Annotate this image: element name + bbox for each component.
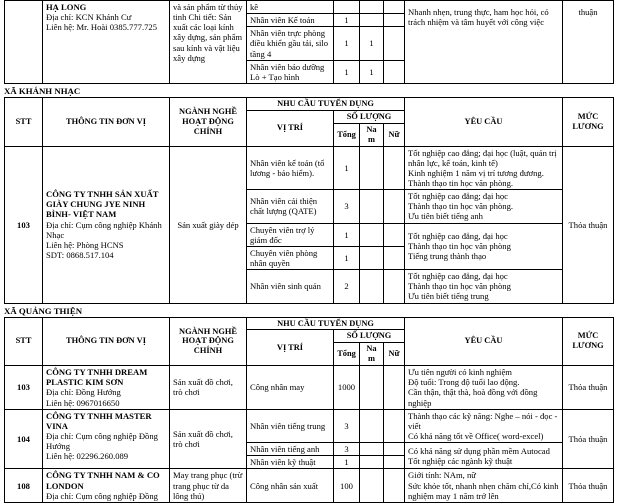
requirement-line: Có khả năng sử dụng phần mềm Autocad <box>408 445 550 456</box>
top-table <box>4 0 614 84</box>
qty-total: 1 <box>334 246 360 269</box>
company-phone: SDT: 0868.517.104 <box>46 249 114 260</box>
col-male: Nam <box>360 123 384 146</box>
company-contact: Liên hệ: Phòng HCNS <box>46 239 124 250</box>
requirement-line: Tốt nghiệp cao đẳng; đại học <box>408 191 508 202</box>
col-stt: STT <box>5 97 43 146</box>
stt-cell <box>5 1 43 84</box>
company-cell <box>43 409 170 469</box>
qty-total <box>334 1 360 14</box>
qty-male: 1 <box>360 27 384 60</box>
col-quantity: SỐ LƯỢNG <box>334 330 405 343</box>
qty-female <box>384 14 405 27</box>
position-cell: Chuyên viên phòng nhân quyền <box>247 246 334 269</box>
qty-male <box>360 409 384 442</box>
salary-cell: Thỏa thuận <box>563 366 614 410</box>
company-contact: Liên hệ: Mr. Hoài 0385.777.725 <box>46 22 157 33</box>
col-female: Nữ <box>384 343 405 366</box>
company-cell <box>43 146 170 303</box>
qty-total: 1 <box>334 60 360 83</box>
requirement-line: Tốt nghiệp cao đẳng; đại học (luật, quản trị nhân lực, kế toán, kinh tế) <box>408 147 557 168</box>
col-quantity: SỐ LƯỢNG <box>334 110 405 123</box>
stt-cell: 104 <box>5 409 43 469</box>
requirement-line: Độ tuổi: Trong độ tuổi lao động. <box>408 377 520 388</box>
position-cell: Nhân viên kế toán (tổ lương - bảo hiểm). <box>247 146 334 190</box>
col-info: THÔNG TIN ĐƠN VỊ <box>43 317 170 366</box>
company-address: Địa chỉ: Cụm công nghiệp Đồng <box>46 490 158 501</box>
company-address: Địa chỉ: Đồng Hướng <box>46 387 121 398</box>
company-address: Địa chỉ: KCN Khánh Cư <box>46 12 132 23</box>
table-row <box>5 366 614 410</box>
qty-total: 1 <box>334 146 360 190</box>
requirement-line: Có khả năng tốt về Office( word-excel) <box>408 431 544 442</box>
position-cell: Công nhân sản xuất <box>247 469 334 502</box>
requirement-cell <box>405 366 563 410</box>
qty-male <box>360 443 384 456</box>
position-cell: Nhân viên trực phòng điều khiển gầu tải, silo tầng 4 <box>247 27 334 60</box>
industry-cell: Sản xuất đồ chơi, trò chơi <box>170 409 247 469</box>
company-name: CÔNG TY TNHH DREAM PLASTIC KIM SƠN <box>46 367 148 388</box>
requirement-cell <box>405 409 563 442</box>
col-requirement: YÊU CẦU <box>405 317 563 366</box>
col-total: Tổng <box>334 343 360 366</box>
qty-total: 1 <box>334 27 360 60</box>
requirement-line: Thành thạo các kỹ năng: Nghe – nói - đọc - viết <box>408 410 558 431</box>
requirement-line: Sức khỏe tốt, nhanh nhẹn chăm chỉ,Có kinh nghiệm may 1 năm trở lên <box>408 480 559 501</box>
section-title: XÃ QUẢNG THIỆN <box>4 305 83 316</box>
requirement-line: Tốt nghiệp cao đẳng, đại học <box>408 231 508 242</box>
qty-total: 100 <box>334 469 360 502</box>
stt-cell: 103 <box>5 366 43 410</box>
company-cell <box>43 1 170 84</box>
position-cell: Chuyên viên trợ lý giám đốc <box>247 223 334 246</box>
qty-total: 2 <box>334 270 360 303</box>
qty-female <box>384 146 405 190</box>
qty-total: 3 <box>334 409 360 442</box>
col-industry: NGÀNH NGHỀ HOẠT ĐỘNG CHÍNH <box>170 317 247 366</box>
qty-female <box>384 246 405 269</box>
col-requirement: YÊU CẦU <box>405 97 563 146</box>
qty-total: 1 <box>334 456 360 469</box>
stt-cell: 103 <box>5 146 43 303</box>
qty-female <box>384 409 405 442</box>
company-cell <box>43 469 170 502</box>
col-demand: NHU CẦU TUYỂN DỤNG <box>247 97 405 110</box>
qty-female <box>384 456 405 469</box>
position-cell: Nhân viên bảo dưỡng Lò + Tạo hình <box>247 60 334 83</box>
qty-female <box>384 469 405 502</box>
company-name: CÔNG TY TNHH MASTER VINA <box>46 410 152 431</box>
requirement-line: Tốt nghiệp các ngành kỹ thuật <box>408 455 513 466</box>
section-table <box>4 97 614 304</box>
qty-female <box>384 27 405 60</box>
company-name: CÔNG TY TNHH NAM & CO LONDON <box>46 470 160 491</box>
col-total: Tổng <box>334 123 360 146</box>
requirement-cell <box>405 469 563 502</box>
qty-male <box>360 366 384 410</box>
position-cell: Nhân viên Kế toán <box>247 14 334 27</box>
qty-female <box>384 60 405 83</box>
salary-cell: Thỏa thuận <box>563 409 614 469</box>
position-cell: Nhân viên cải thiện chất lượng (QATE) <box>247 190 334 223</box>
qty-male <box>360 14 384 27</box>
section-table <box>4 317 614 503</box>
qty-female <box>384 366 405 410</box>
company-cell <box>43 366 170 410</box>
qty-female <box>384 1 405 14</box>
qty-male <box>360 223 384 246</box>
requirement-cell <box>405 443 563 469</box>
requirement-line: Ưu tiên biết tiếng anh <box>408 211 483 222</box>
requirement-line: Ưu tiên người có kinh nghiệm <box>408 367 512 378</box>
table-row <box>5 1 614 14</box>
company-address: Địa chỉ: Cụm công nghiệp Đồng Hướng <box>46 431 158 452</box>
position-cell: Công nhân may <box>247 366 334 410</box>
col-position: VỊ TRÍ <box>247 330 334 366</box>
col-demand: NHU CẦU TUYỂN DỤNG <box>247 317 405 330</box>
position-cell: Nhân viên sinh quản <box>247 270 334 303</box>
col-industry: NGÀNH NGHỀ HOẠT ĐỘNG CHÍNH <box>170 97 247 146</box>
requirement-line: Thành thạo tin học văn phòng <box>408 241 511 252</box>
requirement-cell <box>405 146 563 190</box>
col-female: Nữ <box>384 123 405 146</box>
industry-cell: và sản phẩm từ thủy tinh Chi tiết: Sản xuất các loại kính xây dựng, sản phẩm sau kính và vật liệu xây dựng <box>170 1 247 84</box>
stt-cell: 108 <box>5 469 43 502</box>
requirement-line: Thành thạo tin học văn phòng <box>408 281 511 292</box>
requirement-line: Thành thạo tin học văn phòng. <box>408 178 514 189</box>
position-cell: Nhân viên tiếng trung <box>247 409 334 442</box>
requirement-line: Kinh nghiệm 1 năm vị trí tương đương. <box>408 167 544 178</box>
col-info: THÔNG TIN ĐƠN VỊ <box>43 97 170 146</box>
position-cell: kê <box>247 1 334 14</box>
qty-total: 1 <box>334 223 360 246</box>
requirement-cell <box>405 190 563 223</box>
qty-female <box>384 270 405 303</box>
col-position: VỊ TRÍ <box>247 110 334 146</box>
company-phone: Liên hệ: 02296.260.089 <box>46 451 129 462</box>
industry-cell: May trang phục (trừ trang phục từ da lông thú) <box>170 469 247 502</box>
table-row <box>5 146 614 190</box>
table-row <box>5 469 614 502</box>
requirement-cell <box>405 223 563 270</box>
qty-female <box>384 190 405 223</box>
requirement-cell: Nhanh nhẹn, trung thực, ham học hỏi, có trách nhiệm và tâm huyết với công việc <box>405 1 563 84</box>
requirement-line: Tốt nghiệp cao đẳng, đại học <box>408 271 508 282</box>
qty-total: 1 <box>334 14 360 27</box>
qty-male <box>360 469 384 502</box>
requirement-line: Thành thạo tin học văn phòng. <box>408 201 514 212</box>
qty-female <box>384 223 405 246</box>
company-phone: Liên hệ: 0967016650 <box>46 397 120 408</box>
industry-cell: Sản xuất giày dép <box>170 146 247 303</box>
col-male: Nam <box>360 343 384 366</box>
section-title: XÃ KHÁNH NHẠC <box>4 85 81 96</box>
qty-total: 1000 <box>334 366 360 410</box>
col-salary: MỨC LƯƠNG <box>563 317 614 366</box>
table-row <box>5 409 614 442</box>
qty-total: 3 <box>334 190 360 223</box>
industry-cell: Sản xuất đồ chơi, trò chơi <box>170 366 247 410</box>
position-cell: Nhân viên kỹ thuật <box>247 456 334 469</box>
qty-male <box>360 270 384 303</box>
requirement-line: Giới tính: NAm, nữ <box>408 470 476 481</box>
salary-cell: Thỏa thuận <box>563 146 614 303</box>
qty-male <box>360 246 384 269</box>
qty-male <box>360 146 384 190</box>
requirement-line: Ưu tiên biết tiếng trung <box>408 291 489 302</box>
qty-total: 3 <box>334 443 360 456</box>
col-stt: STT <box>5 317 43 366</box>
qty-male <box>360 1 384 14</box>
qty-male <box>360 190 384 223</box>
col-salary: MỨC LƯƠNG <box>563 97 614 146</box>
company-name: CÔNG TY TNHH SẢN XUẤT GIÀY CHUNG JYE NINH BÌNH- VIỆT NAM <box>46 189 159 220</box>
salary-cell: thuận <box>563 1 614 84</box>
company-address: Địa chỉ: Cụm công nghiệp Khánh Nhạc <box>46 219 162 240</box>
company-name: HẠ LONG <box>46 2 87 12</box>
qty-male: 1 <box>360 60 384 83</box>
position-cell: Nhân viên tiếng anh <box>247 443 334 456</box>
qty-female <box>384 443 405 456</box>
requirement-line: Tiếng trung thành thạo <box>408 251 487 262</box>
requirement-cell <box>405 270 563 303</box>
requirement-line: Cần thận, thật thà, hoà đồng với đồng nghiệp <box>408 387 538 408</box>
qty-male <box>360 456 384 469</box>
salary-cell: Thỏa thuận <box>563 469 614 502</box>
